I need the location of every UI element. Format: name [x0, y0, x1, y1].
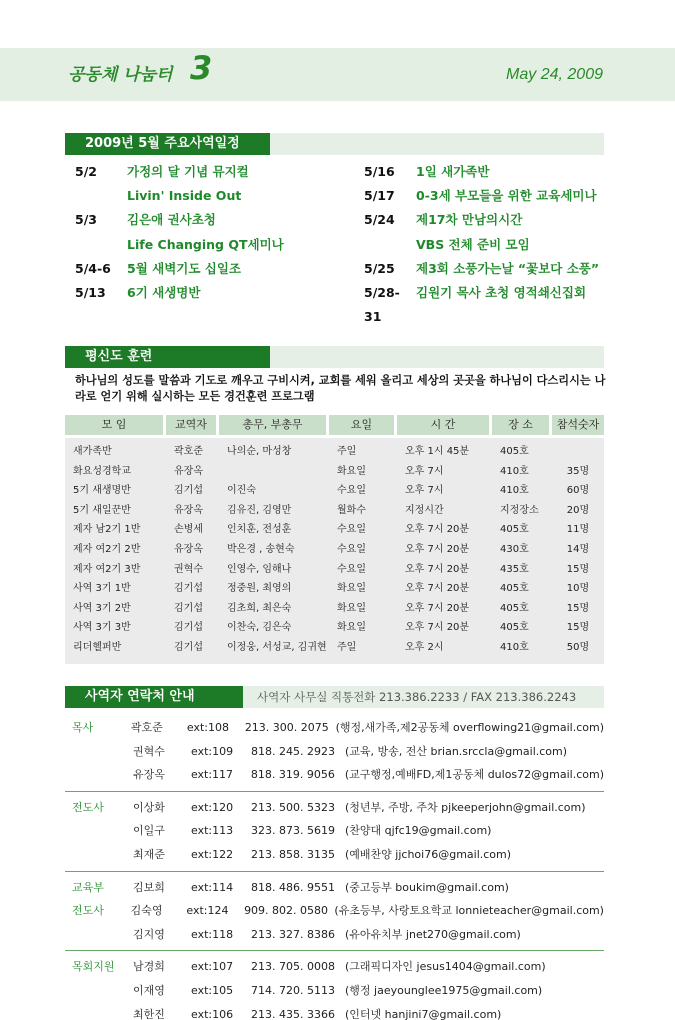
table-header-cell: 총무, 부총무 — [219, 415, 326, 435]
contact-name: 이상화 — [133, 800, 165, 814]
contact-extension: ext:118 — [191, 927, 234, 941]
schedule-event: Life Changing QT세미나 — [127, 236, 284, 252]
page-header — [0, 48, 675, 101]
table-cell: 410호 — [500, 465, 529, 477]
schedule-item — [364, 281, 624, 325]
contact-row — [65, 979, 604, 1003]
table-cell: 김기섭 — [174, 641, 203, 653]
contact-note: (유초등부, 사랑토요학교 lonnieteacher@gmail.com) — [334, 904, 604, 918]
table-cell: 이찬숙, 김은숙 — [227, 622, 292, 634]
schedule-event: 김은애 권사초청 — [127, 212, 216, 228]
table-row — [65, 540, 604, 560]
table-cell: 화요일 — [337, 465, 366, 477]
table-cell: 405호 — [500, 583, 529, 595]
contact-extension: ext:114 — [191, 880, 234, 894]
contact-phone: 213. 705. 0008 — [251, 960, 335, 974]
contact-row — [65, 1003, 604, 1020]
table-row — [65, 442, 604, 462]
table-cell: 10명 — [566, 583, 590, 595]
table-cell: 15명 — [566, 622, 590, 634]
contact-note: (인터넷 hanjini7@gmail.com) — [345, 1007, 502, 1020]
contact-phone: 213. 500. 5323 — [251, 800, 335, 814]
table-cell: 제자 남2기 1반 — [73, 524, 141, 536]
table-cell: 주일 — [337, 641, 357, 653]
contact-row — [65, 796, 604, 820]
table-cell — [552, 442, 604, 462]
table-cell: 405호 — [500, 622, 529, 634]
contact-extension: ext:106 — [191, 1007, 234, 1020]
table-cell: 월화수 — [337, 504, 366, 516]
table-header-cell: 모 임 — [65, 415, 163, 435]
schedule-event: 1일 새가족반 — [416, 164, 490, 179]
schedule-item — [364, 208, 624, 232]
contacts-section-title: 사역자 연락처 안내 — [65, 686, 243, 708]
contact-extension: ext:113 — [191, 824, 234, 838]
table-cell: 오후 7시 — [405, 465, 444, 477]
schedule-item — [364, 184, 624, 208]
training-table — [65, 415, 604, 664]
table-cell: 사역 3기 3반 — [73, 622, 131, 634]
table-cell: 오후 2시 — [405, 641, 444, 653]
table-cell: 11명 — [566, 524, 590, 536]
office-phone-info: 사역자 사무실 직통전화 213.386.2233 / FAX 213.386.2243 — [257, 690, 577, 704]
contact-note: (교구행정,예배FD,제1공동체 dulos72@gmail.com) — [344, 768, 604, 782]
table-cell: 제자 여2기 3반 — [73, 563, 141, 575]
contact-name: 권혁수 — [133, 744, 165, 758]
training-section-title: 평신도 훈련 — [65, 346, 270, 368]
schedule-section-title: 2009년 5월 주요사역일정 — [65, 133, 270, 155]
contact-note: (그래픽디자인 jesus1404@gmail.com) — [345, 960, 546, 974]
contact-extension: ext:108 — [186, 721, 229, 734]
table-row — [65, 520, 604, 540]
table-cell: 지정시간 — [405, 504, 444, 516]
table-cell: 410호 — [500, 641, 529, 653]
table-header-cell: 교역자 — [166, 415, 216, 435]
schedule-event: 제17차 만남의시간 — [416, 212, 523, 228]
schedule-item — [75, 257, 345, 281]
table-cell: 지정장소 — [500, 504, 539, 516]
table-cell — [219, 462, 329, 482]
contacts-list — [65, 712, 604, 1020]
training-table-body — [65, 438, 604, 664]
table-cell: 인치훈, 전성훈 — [227, 524, 292, 536]
table-cell: 오후 1시 45분 — [405, 446, 470, 457]
table-cell: 5기 새일꾼반 — [73, 504, 131, 516]
table-header-cell: 시 간 — [397, 415, 489, 435]
contact-role — [65, 819, 133, 843]
table-row — [65, 462, 604, 482]
schedule-date — [364, 233, 416, 257]
contact-row — [65, 876, 604, 900]
table-cell: 15명 — [566, 563, 590, 575]
schedule-item — [75, 208, 345, 232]
table-cell: 나의순, 마성창 — [227, 446, 292, 457]
table-cell: 410호 — [500, 485, 529, 497]
contact-role — [65, 1003, 133, 1020]
schedule-section-bar — [65, 133, 604, 155]
table-cell: 유장옥 — [174, 543, 203, 555]
schedule-item — [364, 233, 624, 257]
contact-note: (청년부, 주방, 주차 pjkeeperjohn@gmail.com) — [345, 800, 586, 814]
newsletter-title: 공동체 나눔터 — [68, 65, 173, 85]
table-cell: 오후 7시 20분 — [405, 543, 470, 555]
table-cell: 김초희, 최은숙 — [227, 602, 292, 614]
contact-extension: ext:117 — [190, 768, 234, 782]
contact-row — [65, 843, 604, 867]
contact-role: 전도사 — [72, 800, 104, 814]
contact-row — [65, 899, 604, 923]
table-cell: 오후 7시 20분 — [405, 622, 470, 634]
contact-group — [65, 712, 604, 792]
contact-phone: 818. 486. 9551 — [251, 880, 335, 894]
contact-role: 전도사 — [72, 904, 104, 918]
table-cell: 화요성경학교 — [73, 465, 131, 477]
table-cell: 제자 여2기 2반 — [73, 543, 141, 555]
table-cell: 리더헬퍼반 — [73, 641, 122, 653]
schedule-item — [75, 281, 345, 305]
schedule-date: 5/28-31 — [364, 284, 400, 325]
table-cell: 김기섭 — [174, 583, 203, 595]
table-cell: 15명 — [566, 602, 590, 614]
table-cell: 새가족반 — [73, 446, 112, 457]
contact-row — [65, 955, 604, 979]
contact-name: 유장옥 — [132, 768, 165, 782]
table-cell: 405호 — [500, 524, 529, 536]
table-cell: 김기섭 — [174, 622, 203, 634]
contact-note: (유아유치부 jnet270@gmail.com) — [345, 927, 521, 941]
contact-note: (찬양대 qjfc19@gmail.com) — [345, 824, 492, 838]
table-cell: 20명 — [566, 504, 590, 516]
schedule-event: 제3회 소풍가는날 “꽃보다 소풍” — [416, 260, 600, 276]
table-row — [65, 599, 604, 619]
contact-phone: 213. 858. 3135 — [251, 847, 335, 861]
training-table-header — [65, 415, 604, 435]
contact-extension: ext:124 — [186, 904, 229, 918]
table-cell: 사역 3기 1반 — [73, 583, 131, 595]
table-row — [65, 481, 604, 501]
table-cell: 50명 — [566, 641, 590, 653]
schedule-event: 가정의 달 기념 뮤지컬 — [127, 164, 249, 179]
schedule-event: VBS 전체 준비 모임 — [416, 236, 530, 252]
contact-name: 김보희 — [133, 880, 165, 894]
schedule-date: 5/3 — [75, 212, 97, 228]
contact-name: 남경희 — [133, 960, 165, 974]
table-row — [65, 618, 604, 638]
table-cell: 430호 — [500, 543, 529, 555]
contact-row — [65, 923, 604, 947]
table-cell: 수요일 — [337, 524, 366, 536]
contact-name: 김숙영 — [130, 904, 163, 918]
table-cell: 손병세 — [174, 524, 203, 536]
table-cell: 오후 7시 — [405, 485, 444, 497]
schedule-event: 김원기 목사 초청 영적쇄신집회 — [416, 284, 587, 300]
table-row — [65, 501, 604, 521]
contact-row — [65, 740, 604, 764]
schedule-date — [75, 233, 127, 257]
schedule-right-column — [364, 160, 624, 325]
contacts-section-bar — [65, 686, 604, 708]
table-cell: 수요일 — [337, 485, 366, 497]
contact-role — [65, 843, 133, 867]
page-number: 3 — [190, 49, 213, 87]
contact-row — [65, 716, 604, 740]
table-cell: 435호 — [500, 563, 529, 575]
contact-phone: 818. 245. 2923 — [251, 744, 335, 758]
schedule-item — [75, 160, 345, 184]
table-cell: 5기 새생명반 — [73, 485, 131, 497]
contact-role: 목회지원 — [72, 960, 115, 974]
table-header-cell: 장 소 — [492, 415, 549, 435]
contact-phone: 818. 319. 9056 — [250, 768, 335, 782]
issue-date: May 24, 2009 — [506, 66, 603, 83]
schedule-item — [364, 160, 624, 184]
table-cell: 박은경 , 송현숙 — [227, 543, 295, 555]
table-cell: 35명 — [566, 465, 590, 477]
contact-extension: ext:107 — [191, 960, 234, 974]
schedule-left-column — [75, 160, 345, 305]
table-cell: 김기섭 — [174, 485, 203, 497]
schedule-item — [75, 184, 345, 208]
table-cell: 이진숙 — [227, 485, 256, 497]
contact-group — [65, 951, 604, 1020]
table-cell: 수요일 — [337, 543, 366, 555]
contact-phone: 213. 327. 8386 — [251, 927, 335, 941]
contact-note: (행정 jaeyounglee1975@gmail.com) — [345, 983, 543, 997]
table-cell: 정중원, 최영의 — [227, 583, 292, 595]
schedule-date: 5/13 — [75, 284, 106, 300]
contact-name: 이일구 — [133, 824, 165, 838]
table-cell: 수요일 — [337, 563, 366, 575]
contact-name: 최한진 — [133, 1007, 165, 1020]
schedule-date — [75, 184, 127, 208]
contact-phone: 909. 802. 0580 — [244, 904, 329, 918]
table-cell: 곽호준 — [174, 446, 203, 457]
schedule-event: 5월 새벽기도 십일조 — [127, 260, 242, 276]
schedule-event: 6기 새생명반 — [127, 284, 201, 300]
table-cell: 화요일 — [337, 622, 366, 634]
table-cell: 405호 — [500, 446, 529, 457]
table-cell: 14명 — [566, 543, 590, 555]
training-intro: 하나님의 성도를 말씀과 기도로 깨우고 구비시켜, 교회를 세워 올리고 세상의 곳곳을 하나님이 다스리시는 나라로 얻기 위해 실시하는 모든 경건훈련 프로그램 — [75, 374, 606, 403]
table-cell: 유장옥 — [174, 465, 203, 477]
schedule-date: 5/2 — [75, 164, 97, 179]
table-cell: 유장옥 — [174, 504, 203, 516]
contact-row — [65, 763, 604, 787]
contact-role — [65, 763, 133, 787]
table-header-cell: 참석숫자 — [552, 415, 604, 435]
table-cell: 김기섭 — [174, 602, 203, 614]
contact-extension: ext:120 — [191, 800, 234, 814]
training-section-bar — [65, 346, 604, 368]
table-row — [65, 560, 604, 580]
contact-row — [65, 819, 604, 843]
table-cell: 화요일 — [337, 583, 366, 595]
table-cell: 오후 7시 20분 — [405, 583, 470, 595]
contact-role — [65, 979, 133, 1003]
table-cell: 인영수, 임해나 — [227, 563, 292, 575]
contact-name: 곽호준 — [130, 721, 163, 734]
schedule-date: 5/16 — [364, 164, 395, 179]
contact-phone: 213. 435. 3366 — [251, 1007, 335, 1020]
table-cell: 사역 3기 2반 — [73, 602, 131, 614]
contact-note: (행정,새가족,제2공동체 overflowing21@gmail.com) — [335, 721, 604, 734]
contact-note: (교육, 방송, 전산 brian.srccla@gmail.com) — [345, 744, 568, 758]
schedule-date: 5/17 — [364, 188, 395, 204]
contact-role — [65, 740, 133, 764]
contact-group — [65, 872, 604, 952]
contact-role — [65, 923, 133, 947]
contact-extension: ext:122 — [191, 847, 234, 861]
contact-phone: 714. 720. 5113 — [251, 983, 335, 997]
schedule-date: 5/4-6 — [75, 260, 111, 276]
contact-note: (예배찬양 jjchoi76@gmail.com) — [345, 847, 512, 861]
contact-phone: 323. 873. 5619 — [251, 824, 335, 838]
contact-phone: 213. 300. 2075 — [244, 721, 329, 734]
table-cell: 이정웅, 서성교, 김귀현 — [227, 641, 327, 653]
contact-extension: ext:109 — [191, 744, 234, 758]
table-cell: 오후 7시 20분 — [405, 563, 470, 575]
contact-role: 목사 — [72, 721, 94, 734]
table-row — [65, 638, 604, 658]
table-cell: 화요일 — [337, 602, 366, 614]
contact-note: (중고등부 boukim@gmail.com) — [345, 880, 509, 894]
table-cell: 권혁수 — [174, 563, 203, 575]
schedule-item — [75, 233, 345, 257]
schedule-date: 5/24 — [364, 212, 395, 228]
schedule-event: 0-3세 부모들을 위한 교육세미나 — [416, 188, 597, 204]
table-cell: 405호 — [500, 602, 529, 614]
contact-name: 김지영 — [133, 927, 165, 941]
table-cell: 오후 7시 20분 — [405, 602, 470, 614]
schedule-item — [364, 257, 624, 281]
schedule-event: Livin' Inside Out — [127, 188, 242, 204]
table-header-cell: 요일 — [329, 415, 394, 435]
table-cell: 오후 7시 20분 — [405, 524, 470, 536]
contact-name: 최재준 — [133, 847, 165, 861]
table-row — [65, 579, 604, 599]
schedule-date: 5/25 — [364, 260, 395, 276]
contact-name: 이재영 — [133, 983, 165, 997]
contact-extension: ext:105 — [191, 983, 234, 997]
contact-role: 교육부 — [72, 880, 104, 894]
table-cell: 주일 — [337, 446, 357, 457]
contact-group — [65, 792, 604, 872]
table-cell: 김유진, 김영만 — [227, 504, 292, 516]
table-cell: 60명 — [566, 485, 590, 497]
